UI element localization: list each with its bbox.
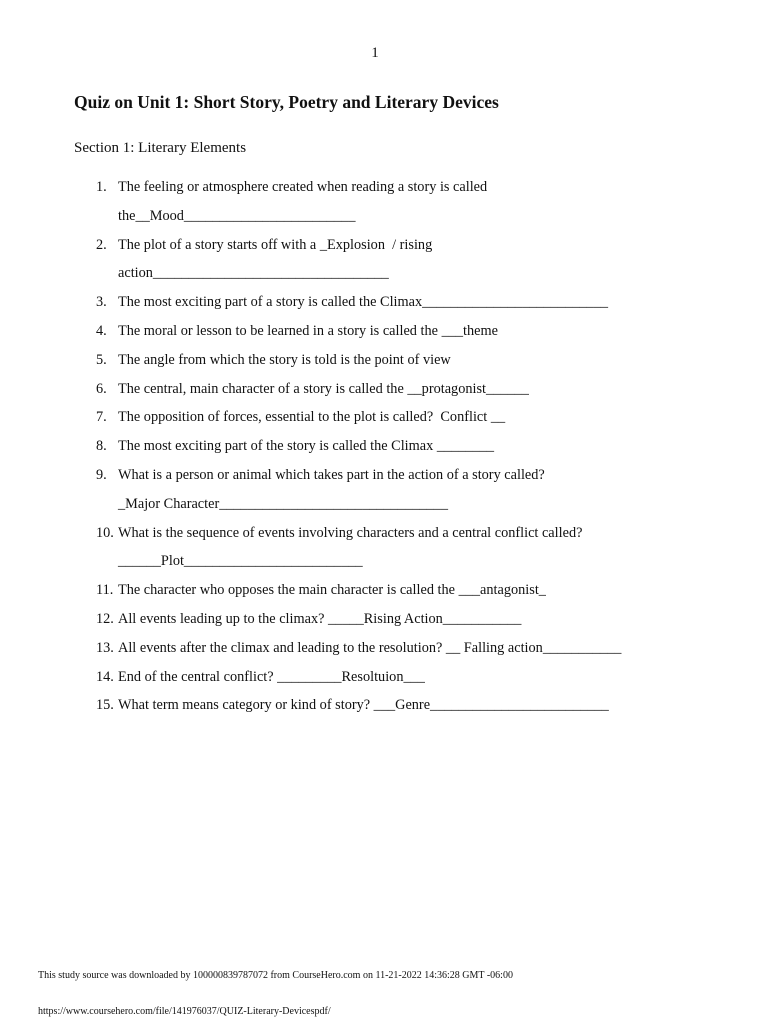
section-heading: Section 1: Literary Elements	[74, 140, 247, 156]
question-text: The character who opposes the main character is called the ___antagonist_	[118, 582, 546, 598]
question-text: The moral or lesson to be learned in a story is called the ___theme	[118, 323, 498, 339]
question-text: End of the central conflict? _________Resoltuion___	[118, 669, 425, 685]
question-text: The most exciting part of a story is called the Climax__________________________	[118, 294, 608, 310]
question-number: 2.	[96, 237, 107, 253]
question-number: 9.	[96, 467, 107, 483]
question-text: The feeling or atmosphere created when reading a story is called	[118, 179, 488, 195]
quiz-title: Quiz on Unit 1: Short Story, Poetry and Literary Devices	[74, 92, 499, 112]
question-text: All events after the climax and leading to the resolution? __ Falling action___________	[118, 640, 622, 656]
question-text: the__Mood________________________	[118, 208, 356, 224]
source-url-link[interactable]: https://www.coursehero.com/file/141976037/QUIZ-Literary-Devicespdf/	[38, 1006, 331, 1017]
question-text: The angle from which the story is told is the point of view	[118, 352, 451, 368]
question-number: 12.	[96, 611, 114, 627]
question-number: 10.	[96, 525, 114, 541]
question-number: 6.	[96, 381, 107, 397]
download-note: This study source was downloaded by 100000839787072 from CourseHero.com on 11-21-2022 14:36:28 GMT -06:00	[38, 970, 513, 981]
question-text: action_________________________________	[118, 265, 389, 281]
question-number: 7.	[96, 409, 107, 425]
question-text: The central, main character of a story is called the __protagonist______	[118, 381, 529, 397]
question-text: _Major Character________________________________	[118, 496, 448, 512]
question-number: 4.	[96, 323, 107, 339]
question-text: All events leading up to the climax? _____Rising Action___________	[118, 611, 522, 627]
question-number: 5.	[96, 352, 107, 368]
question-text: The plot of a story starts off with a _Explosion / rising	[118, 237, 433, 253]
question-number: 13.	[96, 640, 114, 656]
question-number: 11.	[96, 582, 114, 598]
question-text: ______Plot_________________________	[118, 553, 363, 569]
page-number: 1	[371, 45, 379, 61]
question-text: The opposition of forces, essential to the plot is called? Conflict __	[118, 409, 506, 425]
question-number: 1.	[96, 179, 107, 195]
question-text: The most exciting part of the story is called the Climax ________	[118, 438, 495, 454]
question-text: What is the sequence of events involving characters and a central conflict called?	[118, 525, 583, 541]
question-text: What is a person or animal which takes part in the action of a story called?	[118, 467, 545, 483]
question-number: 8.	[96, 438, 107, 454]
question-number: 14.	[96, 669, 114, 685]
question-text: What term means category or kind of story? ___Genre_________________________	[118, 697, 609, 713]
question-number: 15.	[96, 697, 114, 713]
question-number: 3.	[96, 294, 107, 310]
